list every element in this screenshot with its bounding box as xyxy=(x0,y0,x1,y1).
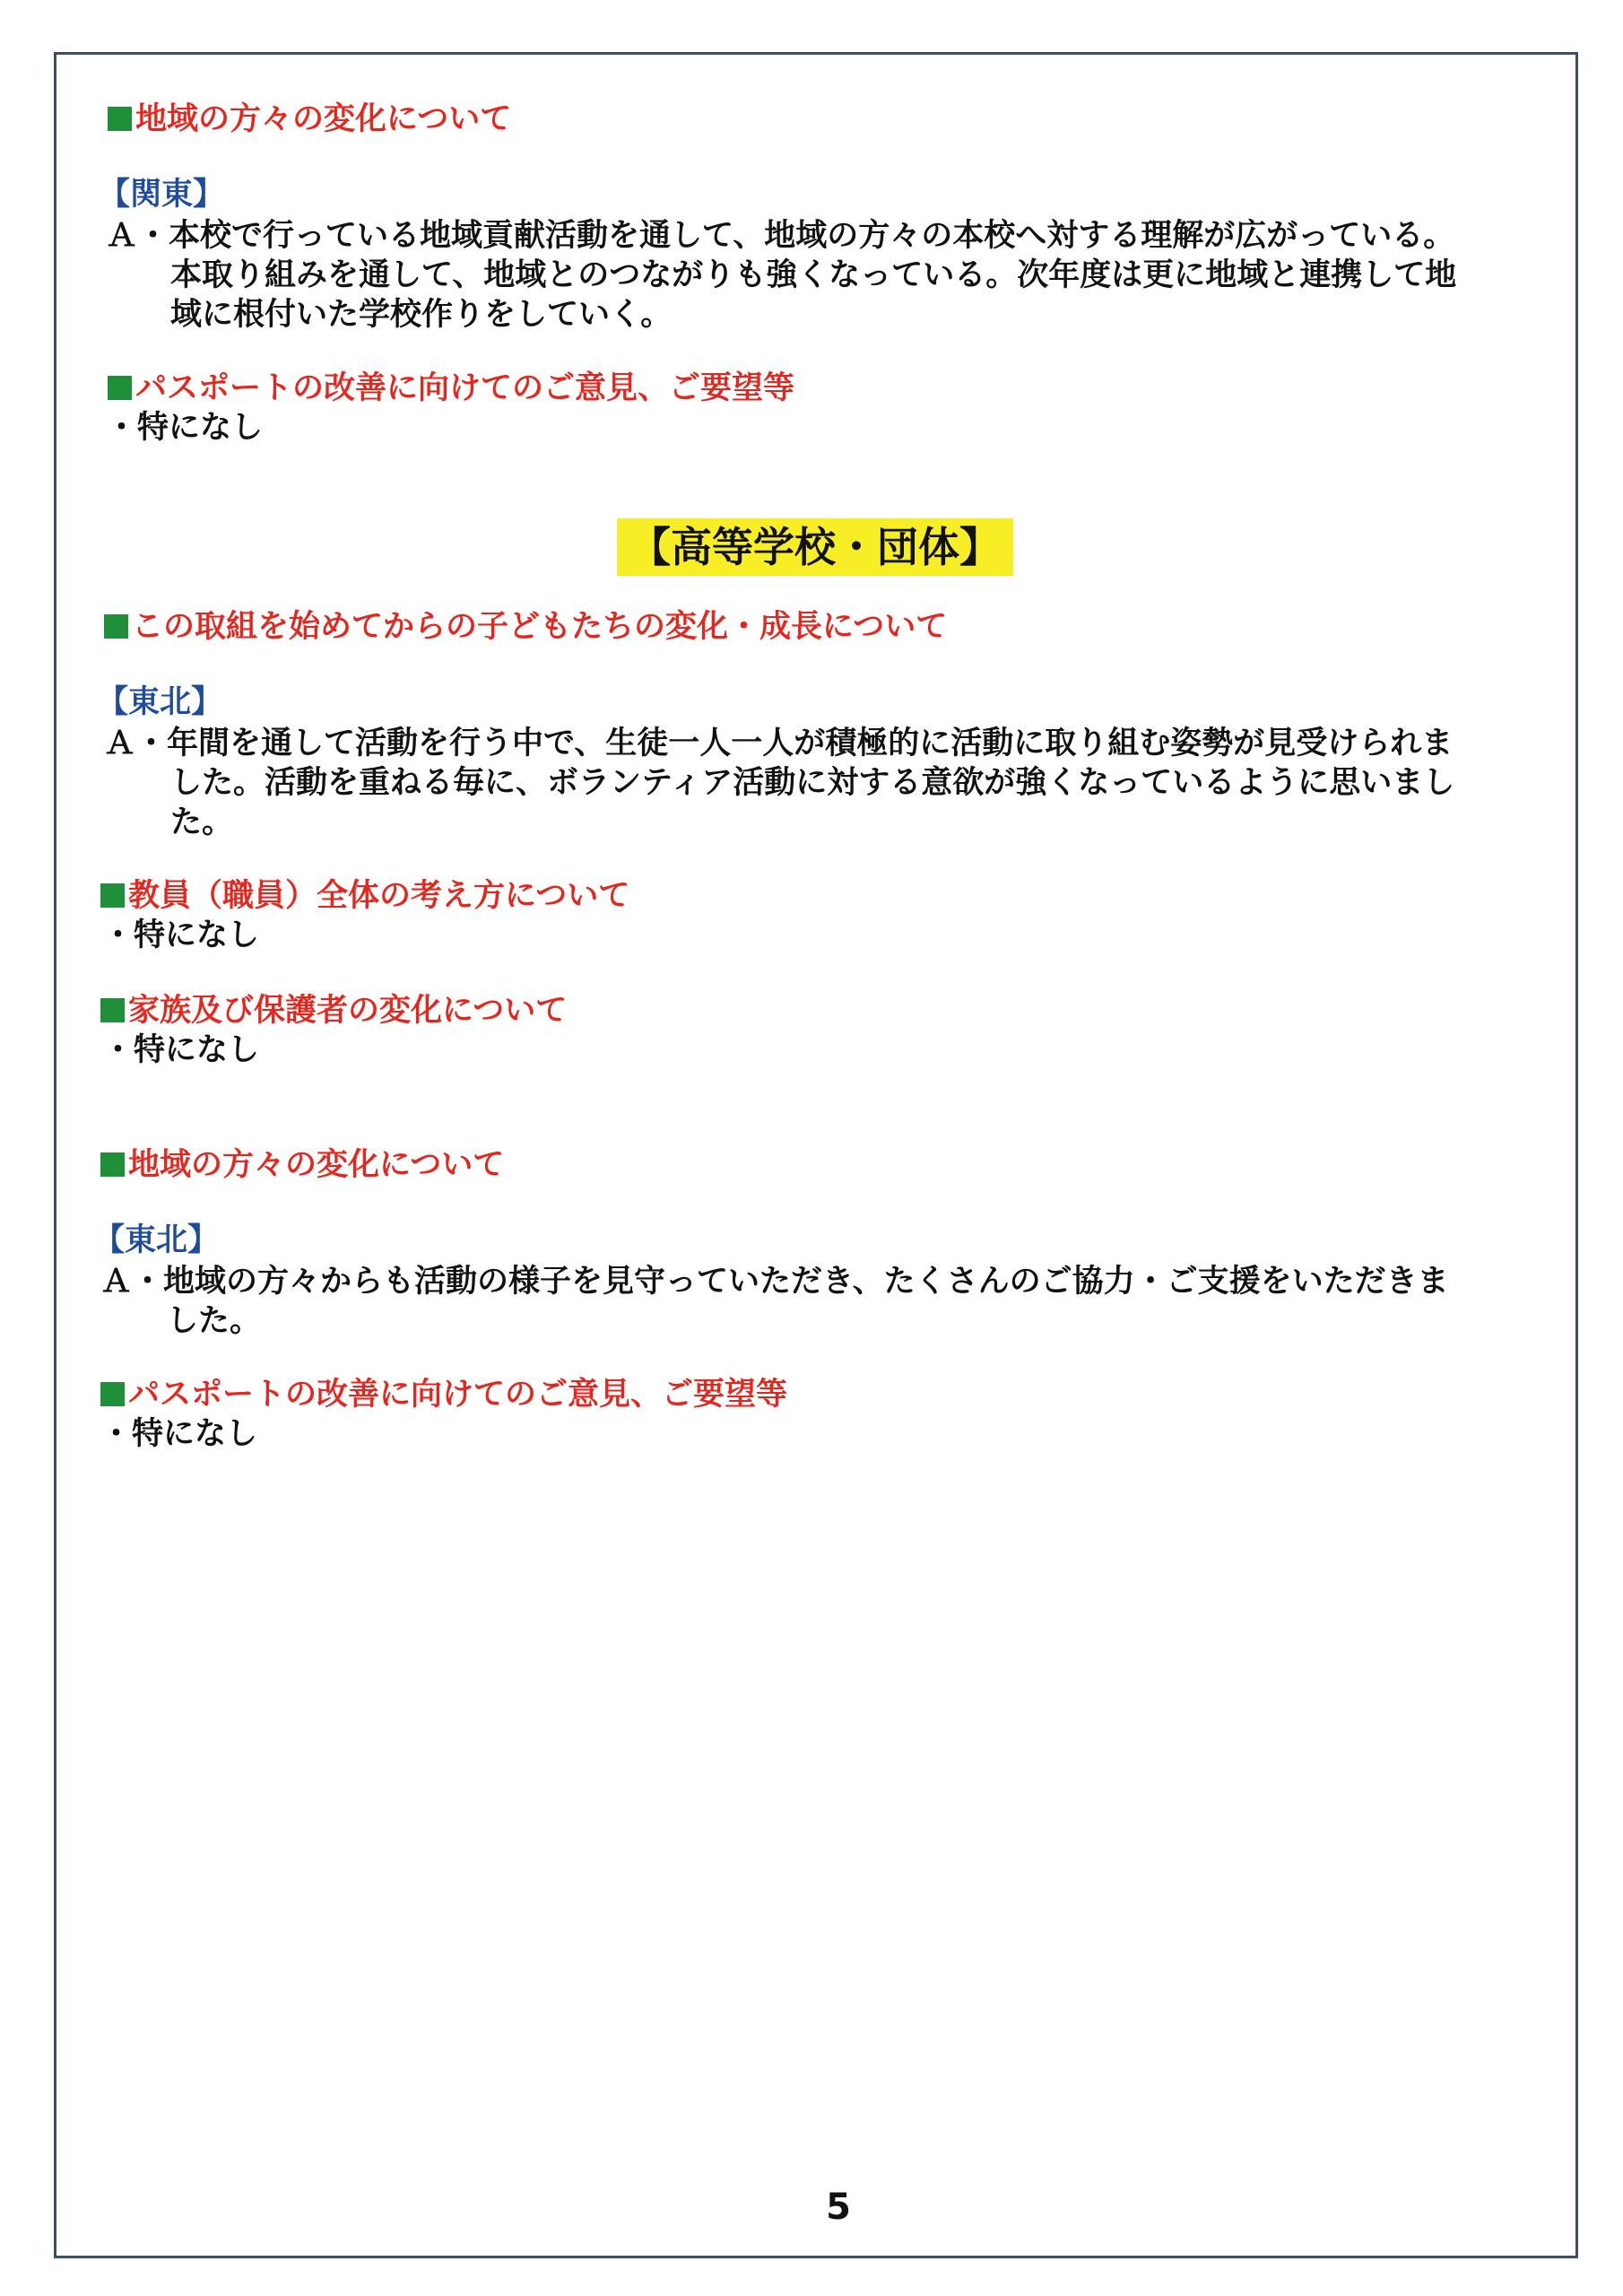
bullet-item: ・特になし xyxy=(100,1416,258,1452)
green-square-icon xyxy=(100,883,125,908)
answer-line: Ａ・年間を通して活動を行う中で、生徒一人一人が積極的に活動に取り組む姿勢が見受けられま xyxy=(104,726,1454,761)
answer-line: た。 xyxy=(170,804,234,840)
bullet-item: ・特になし xyxy=(102,918,260,953)
heading-text: パスポートの改善に向けてのご意見、ご要望等 xyxy=(128,1377,788,1413)
region-label-tohoku: 【東北】 xyxy=(93,1222,220,1258)
green-square-icon xyxy=(100,998,125,1022)
green-square-icon xyxy=(100,1152,125,1177)
heading-text: パスポートの改善に向けてのご意見、ご要望等 xyxy=(135,370,795,406)
answer-line: Ａ・地域の方々からも活動の様子を見守っていただき、たくさんのご協力・ご支援をいただきま xyxy=(100,1264,1449,1300)
green-square-icon xyxy=(108,376,132,400)
region-label-tohoku: 【東北】 xyxy=(97,684,223,720)
bullet-item: ・特になし xyxy=(106,410,264,446)
section-heading-passport-feedback xyxy=(108,370,795,406)
heading-text: 家族及び保護者の変化について xyxy=(128,993,568,1029)
section-heading-community-change xyxy=(108,101,512,137)
section-heading-staff-views xyxy=(100,878,630,914)
section-heading-community-change xyxy=(100,1147,505,1183)
heading-text: 教員（職員）全体の考え方について xyxy=(128,878,630,914)
answer-line: 域に根付いた学校作りをしていく。 xyxy=(170,297,673,333)
section-title-high-school: 【高等学校・団体】 xyxy=(617,518,1013,576)
answer-line: した。活動を重ねる毎に、ボランティア活動に対する意欲が強くなっているように思いまし xyxy=(170,765,1455,801)
answer-line: Ａ・本校で行っている地域貢献活動を通して、地域の方々の本校へ対する理解が広がっている。 xyxy=(106,218,1455,254)
page-number: 5 xyxy=(826,2187,851,2228)
answer-line: した。 xyxy=(167,1303,262,1339)
green-square-icon xyxy=(108,107,132,131)
section-heading-children-growth xyxy=(104,609,948,645)
bullet-item: ・特になし xyxy=(102,1032,260,1068)
answer-line: 本取り組みを通して、地域とのつながりも強くなっている。次年度は更に地域と連携して地 xyxy=(170,257,1457,293)
green-square-icon xyxy=(104,614,128,639)
region-label-kanto: 【関東】 xyxy=(99,177,225,213)
section-heading-family-change xyxy=(100,993,568,1029)
green-square-icon xyxy=(100,1382,125,1406)
heading-text: 地域の方々の変化について xyxy=(128,1147,505,1183)
heading-text: この取組を始めてからの子どもたちの変化・成長について xyxy=(132,609,948,645)
section-heading-passport-feedback xyxy=(100,1379,787,1411)
heading-text: 地域の方々の変化について xyxy=(135,101,512,137)
